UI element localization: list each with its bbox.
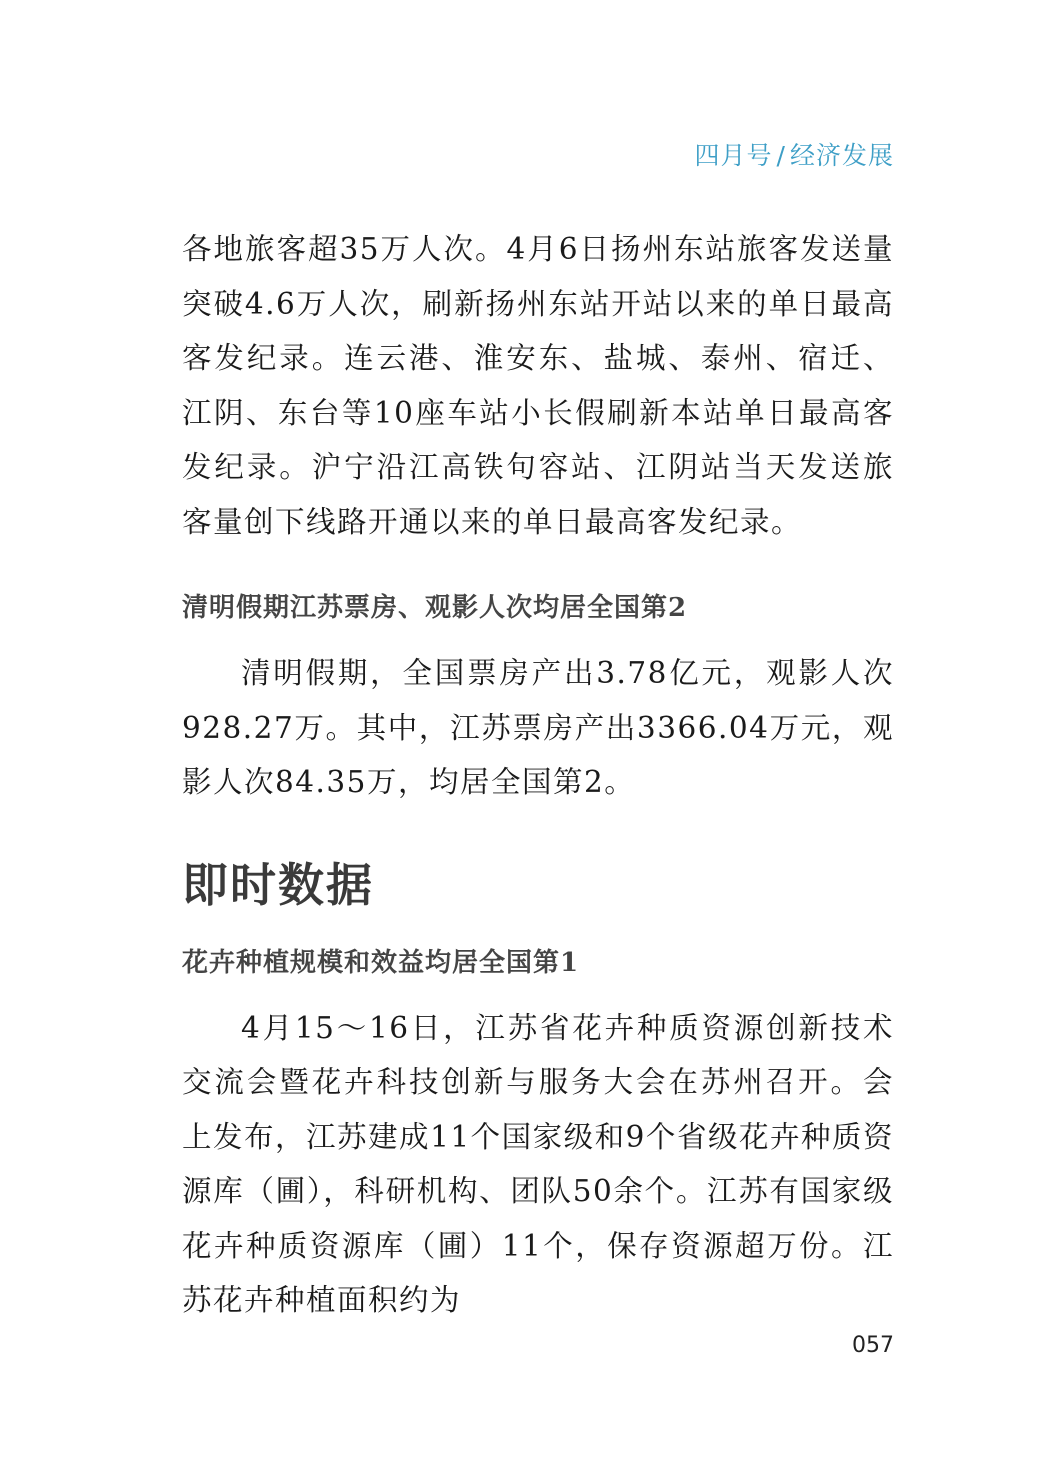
section-title: 即时数据 xyxy=(182,857,374,912)
running-header xyxy=(695,136,894,172)
subheading-flowers: 花卉种植规模和效益均居全国第1 xyxy=(182,947,580,978)
article-body xyxy=(182,222,894,1328)
header-issue: 四月号 xyxy=(694,141,773,170)
header-separator: / xyxy=(776,141,786,170)
paragraph-rail-travel: 各地旅客超35万人次。4月6日扬州东站旅客发送量突破4.6万人次，刷新扬州东站开站以来的单日最高客发纪录。连云港、淮安东、盐城、泰州、宿迁、江阴、东台等10座车站小长假刷新本站单日最高客发纪录。沪宁沿江高铁句容站、江阴站当天发送旅客量创下线路开通以来的单日最高客发纪录。 xyxy=(182,232,894,539)
page-number: 057 xyxy=(852,1333,894,1358)
paragraph-box-office: 清明假期，全国票房产出3.78亿元，观影人次928.27万。其中，江苏票房产出3366.04万元，观影人次84.35万，均居全国第2。 xyxy=(182,656,894,799)
paragraph-flowers: 4月15～16日，江苏省花卉种质资源创新技术交流会暨花卉科技创新与服务大会在苏州召开。会上发布，江苏建成11个国家级和9个省级花卉种质资源库（圃），科研机构、团队50余个。江苏有国家级花卉种质资源库（圃）11个，保存资源超万份。江苏花卉种植面积约为 xyxy=(182,1010,894,1317)
subheading-box-office: 清明假期江苏票房、观影人次均居全国第2 xyxy=(182,593,688,623)
header-section: 经济发展 xyxy=(789,141,894,170)
